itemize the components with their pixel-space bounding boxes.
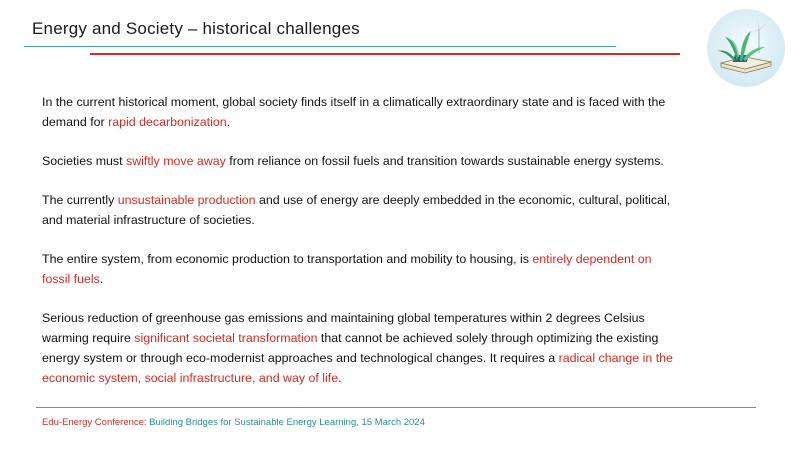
paragraph-societal-transformation <box>42 308 682 388</box>
text-run: . <box>226 115 231 129</box>
text-run: In the current historical moment, global society finds itself in a climatically extraordinary state and is faced with the demand for <box>42 95 666 129</box>
logo-image <box>707 9 785 87</box>
title-underline-teal <box>24 46 616 47</box>
text-run: and use of energy are deeply embedded in the economic, cultural, political, and material infrastructure of societies. <box>42 193 671 227</box>
text-run: . <box>338 371 342 385</box>
title-underline-red <box>90 53 680 55</box>
footer-event-details: Building Bridges for Sustainable Energy Learning, 15 March 2024 <box>146 417 425 428</box>
slide-body <box>42 92 682 407</box>
paragraph-unsustainable-production <box>42 190 682 230</box>
paragraph-fossil-dependence <box>42 249 682 289</box>
text-run: . <box>99 272 104 286</box>
highlight-run: unsustainable production <box>117 193 256 207</box>
text-run: Serious reduction of greenhouse gas emissions and maintaining global temperatures within 2 degrees Celsius warming require <box>42 311 645 345</box>
text-run: The entire system, from economic production to transportation and mobility to housing, is <box>42 252 533 266</box>
highlight-run: significant societal transformation <box>134 331 318 345</box>
footer-divider <box>36 407 756 408</box>
highlight-run: rapid decarbonization <box>108 115 227 129</box>
highlight-run: entirely dependent on fossil fuels <box>42 252 652 286</box>
highlight-run: radical change in the economic system, social infrastructure, and way of life <box>42 351 673 385</box>
text-run: The currently <box>42 193 118 207</box>
book-with-plants-wind-turbine-icon <box>707 9 785 87</box>
paragraph-rapid-decarbonization <box>42 92 682 132</box>
text-run: from reliance on fossil fuels and transition towards sustainable energy systems. <box>225 154 664 168</box>
text-run: that cannot be achieved solely through optimizing the existing energy system or through eco-modernist approaches and technological changes. It requires a <box>42 331 659 365</box>
footer <box>42 417 425 428</box>
footer-conference-name: Edu-Energy Conference: <box>42 417 147 428</box>
text-run: Societies must <box>42 154 127 168</box>
slide-title: Energy and Society – historical challenges <box>32 19 360 38</box>
highlight-run: swiftly move away <box>126 154 226 168</box>
paragraph-move-away <box>42 151 682 171</box>
